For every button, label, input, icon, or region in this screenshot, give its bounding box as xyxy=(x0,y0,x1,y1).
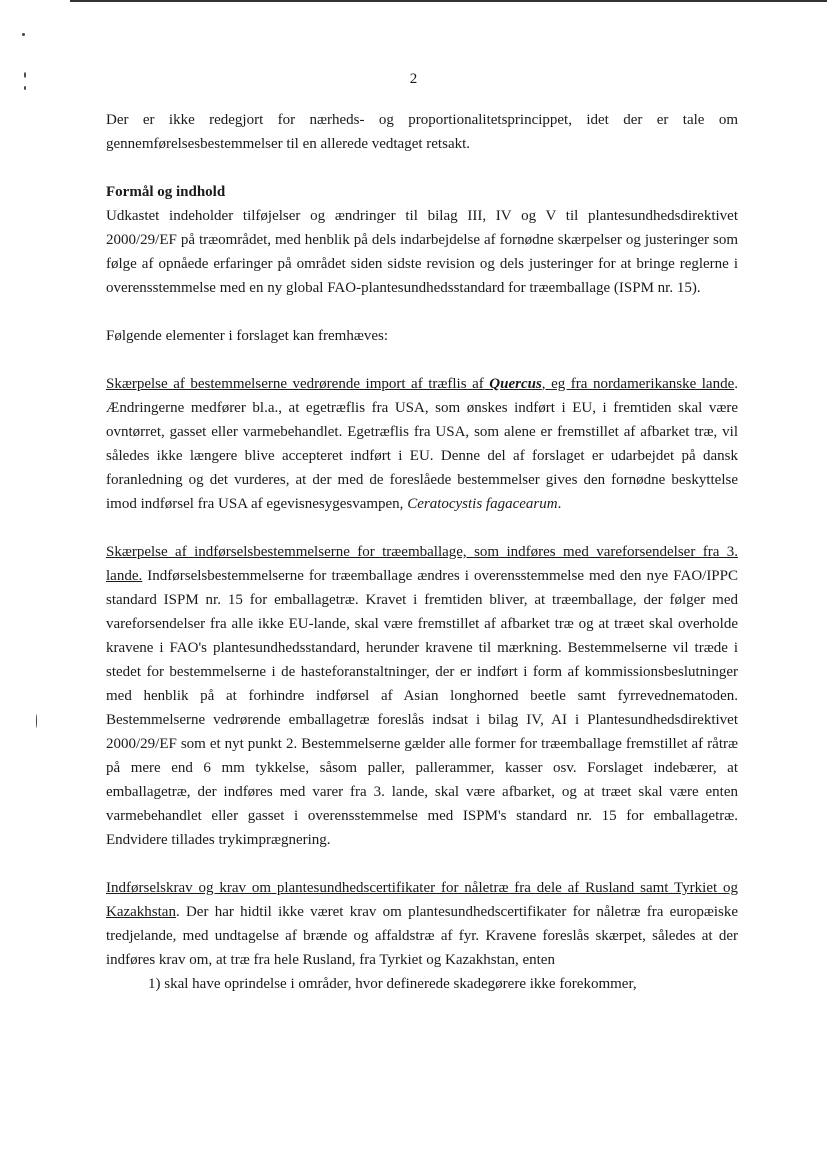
section-text: . Ændringerne medfører bl.a., at egetræflis fra USA, som ønskes indført i EU, i fremtiden skal være ovntørret, gasset eller varmebehandlet. Egetræflis fra USA, som alene er fremstillet af afbarket træ, vil således ikke længere blive accepteret indført i EU. Denne del af forslaget er udarbejdet på dansk foranledning og det vurderes, at der med de foreslåede bestemmelser gives den fornødne beskyttelse imod indførsel fra USA af egevisnesygesvampen, xyxy=(106,376,738,512)
scan-mark xyxy=(36,714,37,728)
genus-name: Quercus xyxy=(489,376,542,392)
section-wood-packaging xyxy=(106,540,738,852)
section-text: Indførselsbestemmelserne for træemballage ændres i overensstemmelse med den nye FAO/IPPC standard ISPM nr. 15 for emballagetræ. Kravet i fremtiden bliver, at træemballage, der følger med vareforsendelser fra alle ikke EU-lande, skal være fremstillet af afbarket træ og at træet skal overholde kravene i FAO's plantesundhedsstandard, herunder kravene til mærkning. Bestemmelserne vil træde i stedet for bestemmelserne i de hasteforanstaltninger, der er indført i form af kommissionsbeslutninger med henblik på at forhindre indførsel af Asian longhorned beetle samt fyrrevednematoden. Bestemmelserne vedrørende emballagetræ foreslås indsat i bilag IV, AI i Plantesundhedsdirektivet 2000/29/EF som et nyt punkt 2. Bestemmelserne gælder alle former for træemballage fremstillet af råtræ på mere end 6 mm tykkelse, såsom paller, pallerammer, kasser osv. Forslaget indebærer, at emballagetræ, der indføres med varer fra 3. lande, skal være afbarket, og at træet skal være enten varmebehandlet eller gasset i overensstemmelse med ISPM's standard nr. 15 for emballagetræ. Endvidere tillades trykimprægnering. xyxy=(106,568,738,848)
species-name: Ceratocystis fagacearum xyxy=(407,496,558,512)
title-text: , eg fra nordamerikanske lande xyxy=(541,376,735,392)
document-body xyxy=(106,108,738,996)
title-text: Skærpelse af bestemmelserne vedrørende import af træflis af xyxy=(106,376,490,392)
scan-mark xyxy=(22,33,25,36)
intro-paragraph: Der er ikke redegjort for nærheds- og proportionalitetsprincippet, idet der er tale om gennemførelsesbestemmelser til en allerede vedtaget retsakt. xyxy=(106,112,738,152)
page-number: 2 xyxy=(409,71,418,87)
section-text: . Der har hidtil ikke været krav om plantesundhedscertifikater for nåletræ fra europæiske tredjelande, med undtagelse af brænde og affaldstræ af fyr. Kravene foreslås skærpet, således at der indføres krav om, at træ fra hele Rusland, fra Tyrkiet og Kazakhstan, enten xyxy=(106,904,738,968)
section-conifer-wood xyxy=(106,876,738,972)
section-title: Skærpelse af indførselsbestemmelserne for træemballage, som indføres med vareforsendelser fra 3. lande. xyxy=(106,544,738,584)
section-oak-chips xyxy=(106,372,738,516)
section-title: Indførselskrav og krav om plantesundhedscertifikater for nåletræ fra dele af Rusland samt Tyrkiet og Kazakhstan xyxy=(106,880,738,920)
top-rule xyxy=(70,0,827,2)
elements-intro: Følgende elementer i forslaget kan fremhæves: xyxy=(106,328,388,344)
section-text-end: . xyxy=(557,496,562,512)
purpose-paragraph: Udkastet indeholder tilføjelser og ændringer til bilag III, IV og V til plantesundhedsdirektivet 2000/29/EF på træområdet, med henblik på dels indarbejdelse af fornødne skærpelser og justeringer som følge af opnåede erfaringer på området siden sidste revision og dels justeringer for at bringe reglerne i overensstemmelse med en ny global FAO-plantesundhedsstandard for træemballage (ISPM nr. 15). xyxy=(106,208,738,296)
section-heading: Formål og indhold xyxy=(106,184,226,200)
section-title xyxy=(106,376,734,392)
list-item: 1) skal have oprindelse i områder, hvor definerede skadegørere ikke forekommer, xyxy=(148,976,637,992)
